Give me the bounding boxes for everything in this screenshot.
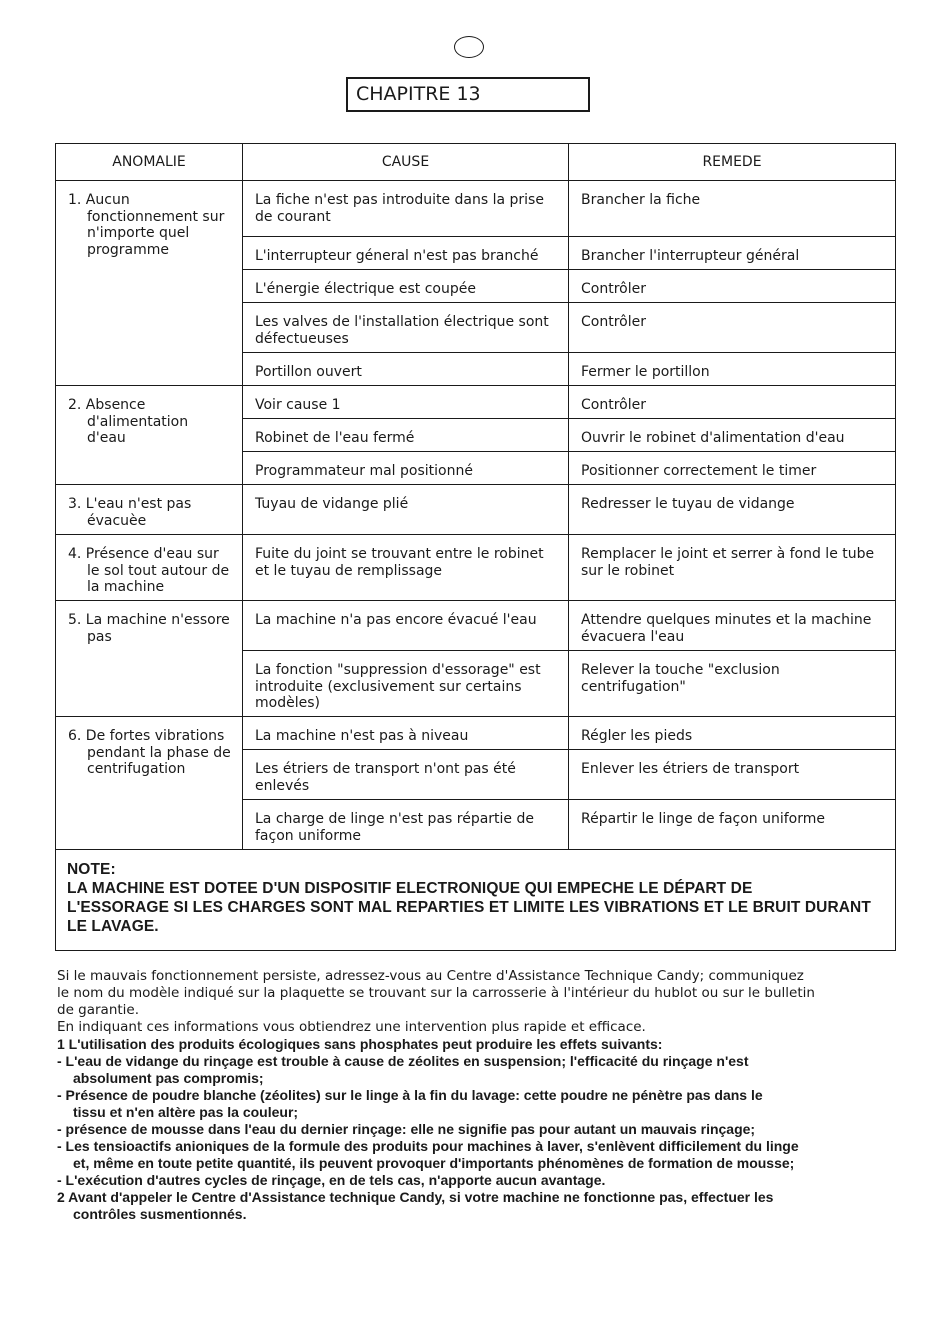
table-header-row: [56, 144, 896, 181]
anomaly-text: 2. Absence d'alimentation d'eau: [68, 397, 189, 446]
cause-cell: Les étriers de transport n'ont pas été enlevés: [243, 750, 569, 800]
cause-cell: La machine n'a pas encore évacué l'eau: [243, 601, 569, 651]
cause-cell: Portillon ouvert: [243, 353, 569, 386]
footer-line: - Présence de poudre blanche (zéolites) sur le linge à la fin du lavage: cette poudre ne pénètre pas dans le: [57, 1087, 763, 1103]
note-line: L'ESSORAGE SI LES CHARGES SONT MAL REPARTIES ET LIMITE LES VIBRATIONS ET LE BRUIT DURANT: [67, 899, 871, 916]
footer-line: 1 L'utilisation des produits écologiques sans phosphates peut produire les effets suivants:: [57, 1036, 663, 1052]
footer-line: - Les tensioactifs anioniques de la formule des produits pour machines à laver, s'enlèvent difficilement du linge: [57, 1138, 799, 1154]
remedy-cell: Brancher l'interrupteur général: [569, 237, 896, 270]
cause-cell: La machine n'est pas à niveau: [243, 717, 569, 750]
footer-line: En indiquant ces informations vous obtiendrez une intervention plus rapide et efficace.: [57, 1019, 646, 1035]
troubleshooting-table: [55, 143, 896, 951]
anomaly-text: 3. L'eau n'est pas évacuèe: [68, 496, 192, 529]
footer-line: de garantie.: [57, 1002, 140, 1018]
remedy-cell: Attendre quelques minutes et la machine évacuera l'eau: [569, 601, 896, 651]
cause-cell: Les valves de l'installation électrique sont défectueuses: [243, 303, 569, 353]
remedy-cell: Remplacer le joint et serrer à fond le tube sur le robinet: [569, 535, 896, 601]
footer-line: absolument pas compromis;: [73, 1070, 264, 1086]
cause-cell: La charge de linge n'est pas répartie de façon uniforme: [243, 800, 569, 850]
anomaly-text: 5. La machine n'essore pas: [68, 612, 230, 645]
remedy-cell: Relever la touche "exclusion centrifugation": [569, 651, 896, 717]
cause-cell: L'interrupteur géneral n'est pas branché: [243, 237, 569, 270]
footer-line: - L'eau de vidange du rinçage est trouble à cause de zéolites en suspension; l'efficacité du rinçage n'est: [57, 1053, 749, 1069]
remedy-cell: Contrôler: [569, 386, 896, 419]
cause-cell: Programmateur mal positionné: [243, 452, 569, 485]
footer-line: - présence de mousse dans l'eau du dernier rinçage: elle ne signifie pas pour autant un mauvais rinçage;: [57, 1121, 756, 1137]
table-row: [56, 601, 896, 651]
cause-cell: L'énergie électrique est coupée: [243, 270, 569, 303]
cause-cell: La fonction "suppression d'essorage" est introduite (exclusivement sur certains modèles): [243, 651, 569, 717]
footer-line: tissu et n'en altère pas la couleur;: [73, 1104, 299, 1120]
remedy-cell: Contrôler: [569, 303, 896, 353]
remedy-cell: Positionner correctement le timer: [569, 452, 896, 485]
footer-line: Si le mauvais fonctionnement persiste, adressez-vous au Centre d'Assistance Technique Candy; communiquez: [57, 968, 804, 984]
table-row: [56, 485, 896, 535]
footer-line: - L'exécution d'autres cycles de rinçage, en de tels cas, n'apporte aucun avantage.: [57, 1172, 606, 1188]
remedy-cell: Enlever les étriers de transport: [569, 750, 896, 800]
anomaly-cell: [56, 717, 243, 850]
cause-cell: Voir cause 1: [243, 386, 569, 419]
note-line: LE LAVAGE.: [67, 918, 159, 935]
table-row: [56, 535, 896, 601]
cause-cell: Tuyau de vidange plié: [243, 485, 569, 535]
anomaly-cell: [56, 386, 243, 485]
table-row: [56, 181, 896, 237]
cause-cell: Robinet de l'eau fermé: [243, 419, 569, 452]
cause-cell: La fiche n'est pas introduite dans la prise de courant: [243, 181, 569, 237]
note-line: LA MACHINE EST DOTEE D'UN DISPOSITIF ELECTRONIQUE QUI EMPECHE LE DÉPART DE: [67, 880, 753, 897]
cause-cell: Fuite du joint se trouvant entre le robinet et le tuyau de remplissage: [243, 535, 569, 601]
table-row: [56, 386, 896, 419]
footer-line: le nom du modèle indiqué sur la plaquette se trouvant sur la carrosserie à l'intérieur du hublot ou sur le bulletin: [57, 985, 815, 1001]
anomaly-text: 4. Présence d'eau sur le sol tout autour de la machine: [68, 546, 230, 595]
footer-line: contrôles susmentionnés.: [73, 1206, 247, 1222]
remedy-cell: Répartir le linge de façon uniforme: [569, 800, 896, 850]
anomaly-text: 1. Aucun fonctionnement sur n'importe quel programme: [68, 192, 225, 258]
chapter-title: CHAPITRE 13: [346, 77, 590, 112]
footer-line: 2 Avant d'appeler le Centre d'Assistance technique Candy, si votre machine ne fonctionne pas, effectuer les: [57, 1189, 774, 1205]
table-row: [56, 717, 896, 750]
note-label: NOTE:: [67, 861, 116, 878]
note-cell: [56, 850, 896, 951]
language-indicator-icon: [454, 36, 484, 58]
remedy-cell: Redresser le tuyau de vidange: [569, 485, 896, 535]
note-row: [56, 850, 896, 951]
column-header-cause: CAUSE: [243, 144, 569, 181]
footer-text-block: [57, 968, 897, 1223]
column-header-anomaly: ANOMALIE: [56, 144, 243, 181]
remedy-cell: Contrôler: [569, 270, 896, 303]
remedy-cell: Brancher la fiche: [569, 181, 896, 237]
remedy-cell: Ouvrir le robinet d'alimentation d'eau: [569, 419, 896, 452]
footer-line: et, même en toute petite quantité, ils peuvent provoquer d'importants phénomènes de formation de mousse;: [73, 1155, 795, 1171]
anomaly-cell: [56, 181, 243, 386]
anomaly-cell: [56, 535, 243, 601]
anomaly-text: 6. De fortes vibrations pendant la phase de centrifugation: [68, 728, 231, 777]
remedy-cell: Fermer le portillon: [569, 353, 896, 386]
anomaly-cell: [56, 601, 243, 717]
anomaly-cell: [56, 485, 243, 535]
remedy-cell: Régler les pieds: [569, 717, 896, 750]
column-header-remedy: REMEDE: [569, 144, 896, 181]
